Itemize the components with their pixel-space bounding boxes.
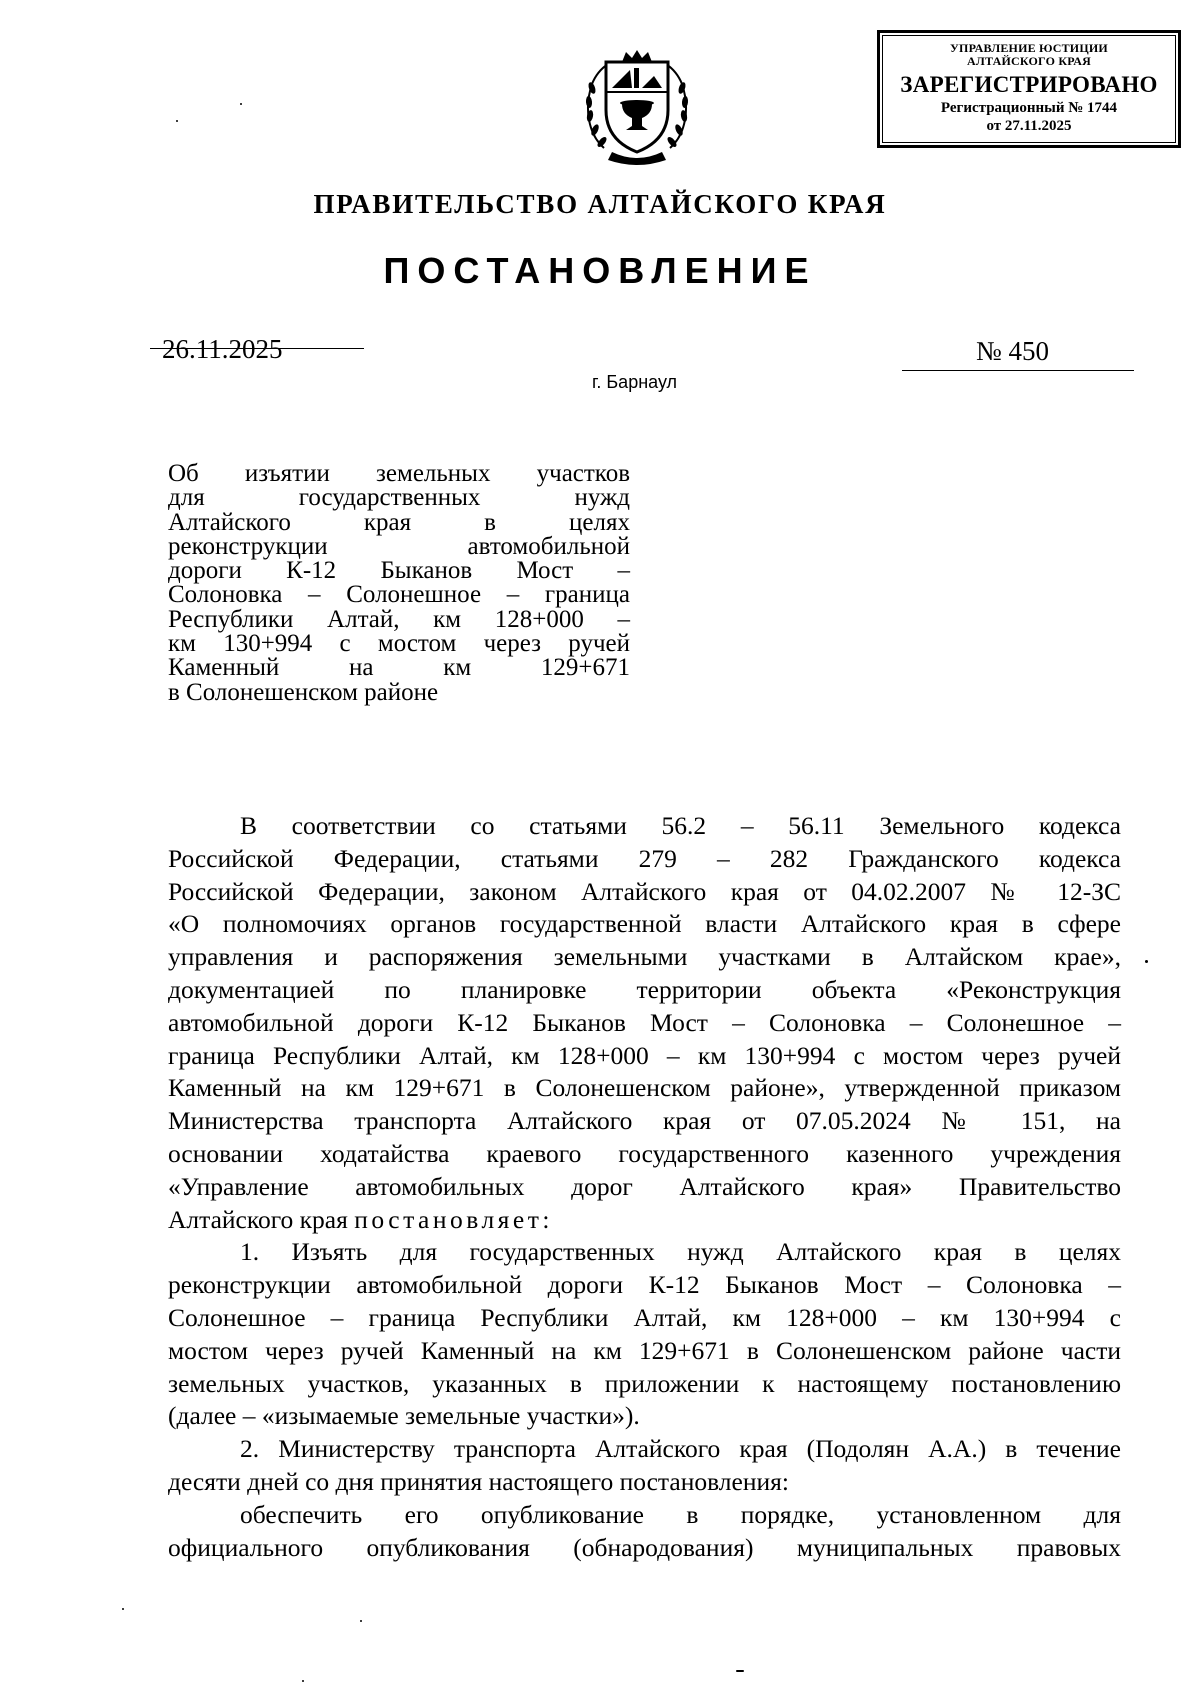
body-line: граница Республики Алтай, км 128+000 – км 130+994 с мостом через ручей: [168, 1040, 1121, 1070]
document-subject: [168, 462, 630, 705]
document-city: г. Барнаул: [592, 372, 678, 392]
body-line: основании ходатайства краевого государственного казенного учреждения: [168, 1138, 1121, 1168]
body-line: «Управление автомобильных дорог Алтайского края» Правительство: [168, 1171, 1121, 1201]
body-line: документацией по планировке территории объекта «Реконструкция: [168, 974, 1121, 1004]
government-title: ПРАВИТЕЛЬСТВО АЛТАЙСКОГО КРАЯ: [313, 189, 887, 219]
body-line: земельных участков, указанных в приложении к настоящему постановлению: [168, 1368, 1121, 1398]
date-underline: [150, 348, 364, 349]
stamp-department: [883, 36, 1175, 68]
body-line: Министерства транспорта Алтайского края от 07.05.2024 № 151, на: [168, 1106, 1121, 1136]
body-line: 1. Изъять для государственных нужд Алтайского края в целях: [240, 1237, 1121, 1267]
subject-line: Об изъятии земельных участков: [168, 460, 630, 487]
body-line: В соответствии со статьями 56.2 – 56.11 Земельного кодекса: [240, 811, 1121, 840]
scan-speck: [302, 1680, 304, 1682]
scan-speck: [122, 1608, 124, 1610]
document-number: № 450: [976, 336, 1050, 366]
registration-stamp: [877, 30, 1181, 148]
body-line: (далее – «изымаемые земельные участки»).: [168, 1401, 640, 1431]
body-line: автомобильной дороги К-12 Быканов Мост – Солоновка – Солонешное –: [168, 1007, 1121, 1037]
body-line: реконструкции автомобильной дороги К-12 Быканов Мост – Солоновка –: [168, 1270, 1121, 1300]
subject-line: Алтайского края в целях: [168, 508, 630, 536]
body-line: Солонешное – граница Республики Алтай, км 128+000 – км 130+994 с: [168, 1302, 1121, 1332]
subject-line: дороги К-12 Быканов Мост –: [168, 557, 630, 585]
scan-speck: [360, 1620, 362, 1622]
stamp-reg-number: Регистрационный № 1744: [940, 100, 1118, 116]
scan-speck: [1145, 960, 1148, 963]
stamp-status: ЗАРЕГИСТРИРОВАНО: [900, 72, 1158, 97]
body-line: 2. Министерству транспорта Алтайского края (Подолян А.А.) в течение: [240, 1434, 1121, 1464]
body-line: «О полномочиях органов государственной власти Алтайского края в сфере: [168, 909, 1121, 939]
body-line: Российской Федерации, законом Алтайского края от 04.02.2007 № 12-ЗС: [168, 876, 1121, 906]
coat-of-arms-icon: [582, 48, 692, 166]
stamp-dept-line: УПРАВЛЕНИЕ ЮСТИЦИИ: [950, 41, 1108, 55]
subject-line: реконструкции автомобильной: [168, 532, 630, 560]
body-line: [168, 1204, 1121, 1237]
document-type: ПОСТАНОВЛЕНИЕ: [383, 250, 817, 291]
body-line: Каменный на км 129+671 в Солонешенском районе», утвержденной приказом: [168, 1073, 1121, 1103]
subject-line: Республики Алтай, км 128+000 –: [168, 605, 630, 633]
stamp-reg-date: от 27.11.2025: [986, 118, 1072, 134]
subject-line: Солоновка – Солонешное – граница: [168, 581, 630, 609]
body-text: Алтайского края: [168, 1204, 348, 1234]
subject-line: км 130+994 с мостом через ручей: [168, 630, 630, 658]
scan-speck: [240, 103, 242, 105]
body-line: мостом через ручей Каменный на км 129+671 в Солонешенском районе части: [168, 1335, 1121, 1365]
document-date: 26.11.2025: [162, 334, 283, 364]
body-line: обеспечить его опубликование в порядке, установленном для: [240, 1499, 1121, 1529]
scan-speck: [176, 120, 178, 122]
scan-speck: [736, 1670, 744, 1672]
subject-line: Каменный на км 129+671: [168, 654, 630, 682]
subject-line: для государственных нужд: [168, 484, 630, 512]
body-line: Российской Федерации, статьями 279 – 282 Гражданского кодекса: [168, 843, 1121, 873]
body-line: официального опубликования (обнародования) муниципальных правовых: [168, 1532, 1121, 1562]
body-line: управления и распоряжения земельными участками в Алтайском крае»,: [168, 942, 1121, 972]
subject-line: в Солонешенском районе: [168, 678, 439, 706]
document-body: [168, 810, 1121, 1564]
number-underline: [902, 370, 1134, 371]
body-line: десяти дней со дня принятия настоящего постановления:: [168, 1466, 789, 1496]
stamp-dept-line: АЛТАЙСКОГО КРАЯ: [967, 54, 1091, 68]
resolves-keyword: постановляет:: [354, 1204, 553, 1234]
